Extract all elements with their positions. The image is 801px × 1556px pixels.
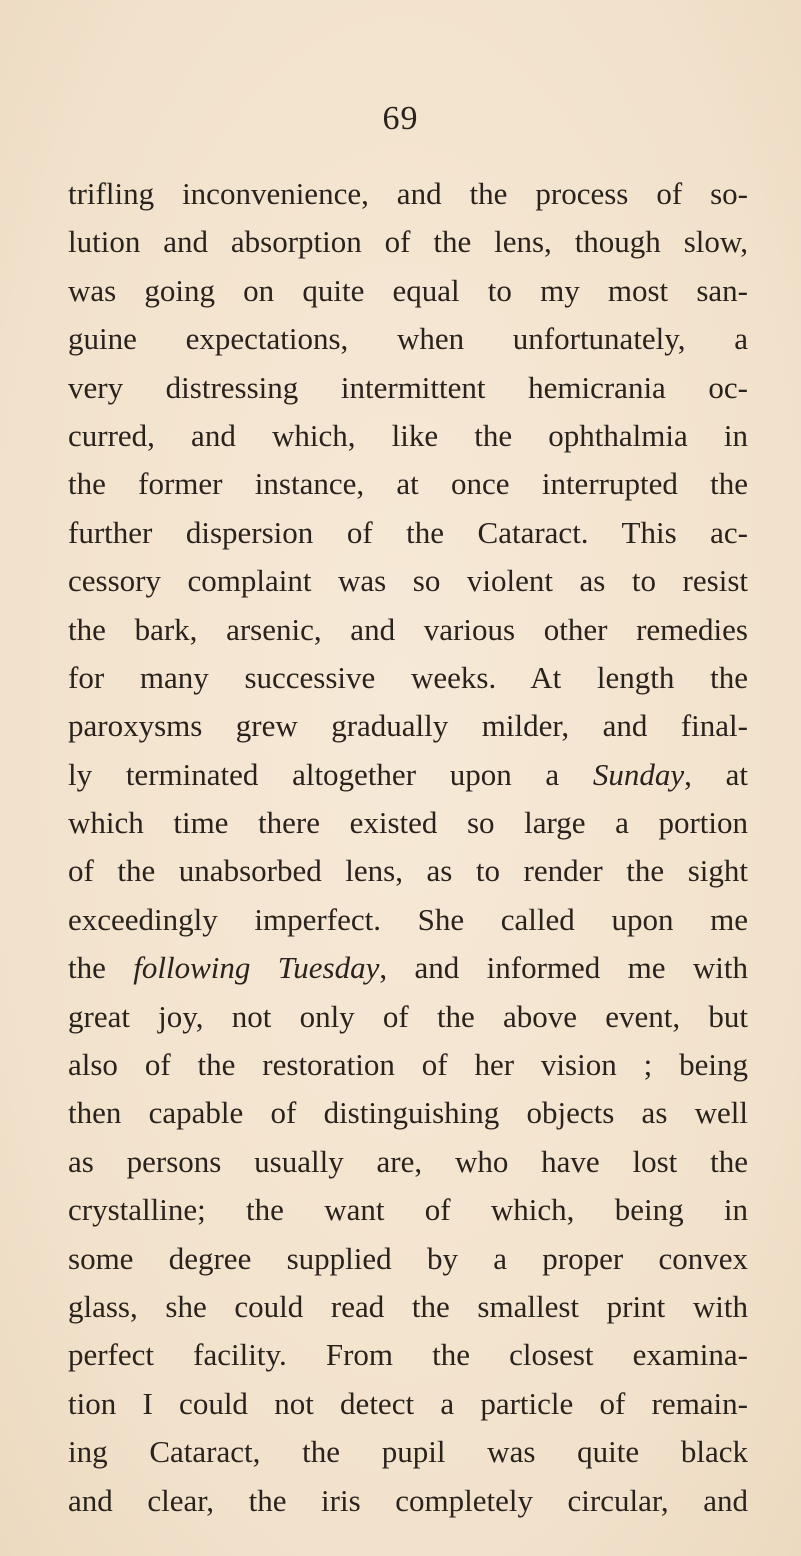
text-span: for many successive weeks. At length the bbox=[68, 659, 748, 695]
text-line bbox=[68, 702, 748, 750]
text-span: curred, and which, like the ophthalmia in bbox=[68, 417, 748, 453]
text-span: lution and absorption of the lens, though slow, bbox=[68, 224, 748, 260]
text-span: also of the restoration of her vision ; being bbox=[68, 1047, 748, 1083]
text-line bbox=[68, 606, 748, 654]
text-span: as persons usually are, who have lost the bbox=[68, 1143, 748, 1179]
text-line bbox=[68, 993, 748, 1041]
text-span: the bark, arsenic, and various other remedies bbox=[68, 611, 748, 647]
text-line bbox=[68, 1283, 748, 1331]
text-line bbox=[68, 847, 748, 895]
text-line bbox=[68, 170, 748, 218]
text-span: tion I could not detect a particle of remain- bbox=[68, 1385, 748, 1421]
text-line bbox=[68, 896, 748, 944]
text-line bbox=[68, 1041, 748, 1089]
text-line bbox=[68, 460, 748, 508]
text-line bbox=[68, 509, 748, 557]
text-line bbox=[68, 364, 748, 412]
page-number: 69 bbox=[382, 100, 419, 137]
text-line bbox=[68, 1235, 748, 1283]
text-span: ly terminated altogether upon a bbox=[68, 756, 593, 792]
italic-text: following Tuesday bbox=[133, 950, 380, 986]
italic-text: Sunday bbox=[592, 756, 685, 792]
text-span: was going on quite equal to my most san- bbox=[68, 272, 748, 308]
text-span: the former instance, at once interrupted the bbox=[68, 466, 748, 502]
text-line bbox=[68, 1477, 748, 1525]
text-span: perfect facility. From the closest examina- bbox=[68, 1337, 748, 1373]
text-line bbox=[68, 412, 748, 460]
text-line bbox=[68, 799, 748, 847]
text-span: then capable of distinguishing objects as well bbox=[68, 1095, 748, 1131]
text-span: , and informed me with bbox=[379, 950, 748, 986]
text-span: and clear, the iris completely circular, and bbox=[68, 1482, 748, 1518]
text-span: the bbox=[68, 950, 134, 986]
text-span: crystalline; the want of which, being in bbox=[68, 1192, 748, 1228]
text-line bbox=[68, 1089, 748, 1137]
body-text bbox=[68, 170, 748, 1525]
text-span: trifling inconvenience, and the process of so- bbox=[68, 176, 748, 211]
text-span: great joy, not only of the above event, but bbox=[68, 998, 748, 1034]
text-line bbox=[68, 1380, 748, 1428]
text-line bbox=[68, 218, 748, 266]
text-line bbox=[68, 1186, 748, 1234]
text-line bbox=[68, 557, 748, 605]
text-span: further dispersion of the Cataract. This ac- bbox=[68, 514, 748, 550]
text-span: exceedingly imperfect. She called upon me bbox=[68, 901, 748, 937]
text-span: paroxysms grew gradually milder, and final- bbox=[68, 708, 748, 744]
text-span: ing Cataract, the pupil was quite black bbox=[68, 1434, 748, 1470]
text-span: very distressing intermittent hemicrania oc- bbox=[68, 369, 748, 405]
text-span: some degree supplied by a proper convex bbox=[68, 1240, 748, 1276]
text-span: of the unabsorbed lens, as to render the sight bbox=[68, 853, 748, 889]
text-line bbox=[68, 315, 748, 363]
text-line bbox=[68, 654, 748, 702]
text-line bbox=[68, 1428, 748, 1476]
text-line bbox=[68, 944, 748, 992]
text-line bbox=[68, 1331, 748, 1379]
text-line bbox=[68, 751, 748, 799]
text-span: guine expectations, when unfortunately, a bbox=[68, 321, 748, 357]
text-span: cessory complaint was so violent as to resist bbox=[68, 563, 748, 599]
text-span: which time there existed so large a portion bbox=[68, 805, 748, 841]
text-line bbox=[68, 1138, 748, 1186]
text-line bbox=[68, 267, 748, 315]
text-span: , at bbox=[684, 756, 748, 792]
text-span: glass, she could read the smallest print with bbox=[68, 1288, 748, 1324]
